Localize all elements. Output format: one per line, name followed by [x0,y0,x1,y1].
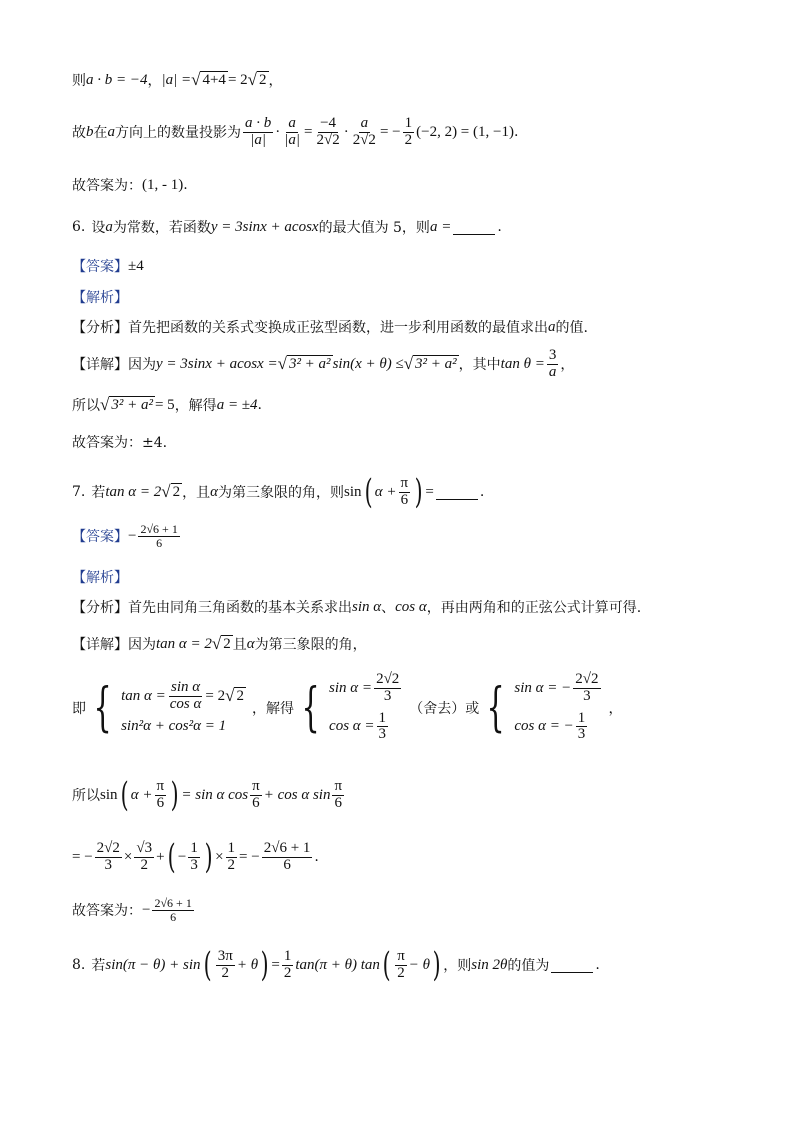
sqrt: √ 2 [161,481,181,501]
answer-blank [551,958,593,973]
fraction [547,348,559,381]
text: 、 [381,600,396,616]
line-dot-product [72,70,283,90]
text: . [314,849,319,865]
q7-answer [72,523,182,549]
math-expr: tan α = 2 [105,483,162,500]
sqrt-body: 2 [223,635,231,652]
fraction [138,523,179,549]
text: ，解得 [174,398,217,414]
fraction [399,476,411,509]
math-expr: sin 2θ [471,956,508,973]
denominator: 3 [190,856,198,873]
fraction: $\frac{-4}{2√2}$ [316,115,340,148]
fraction [188,841,200,874]
denominator: 6 [170,909,177,924]
answer-blank [453,220,495,235]
q7-calc: = − $\frac{2√2}{3}$ × $\frac{√3}{2}$ + ( − $\frac{1}{3}$ ) × $\frac{1}{2}$ = − $\frac{2√6 + 1}{6}$ . [72,837,319,877]
math-expr: + θ [236,956,259,973]
denominator: 2 [397,964,405,981]
math-eq: = − [72,848,93,865]
math-answer: (1, - 1) [142,176,184,193]
denominator: 6 [400,491,409,508]
math-op: × [123,848,133,865]
denominator: 2 [221,964,230,981]
jiexi-tag: 【解析】 [72,570,128,586]
math-expr: cos α = − [514,718,574,735]
sqrt-body: 4+4 [202,71,226,88]
text: ，再由两角和的正弦公式计算可得. [426,600,642,616]
numerator: 2√2 [575,671,599,687]
q6-fenxi [72,317,588,337]
text: ，解得 [251,700,294,717]
denominator: 6 [156,535,163,550]
sqrt: √ 2 [225,685,244,705]
line-projection: 故 b 在 a 方向上的数量投影为 $\frac{a \cdot b}{|a|}$ · $\frac{a}{|a|}$ = $\frac{-4}{2√2}$ · $\frac{a}{2√2}$ = − $\frac{1}{2}$ (−2, 2) = (1, −1) . [72,115,519,148]
text: ，则 [443,958,472,974]
text: ， [608,700,623,717]
denominator: cos α [169,695,202,712]
numerator: 1 [190,839,198,856]
math-var: a = [429,218,452,235]
text: 因为 [128,357,156,374]
math-expr: sin α [352,598,382,615]
fenxi-tag: 【分析】 [72,600,128,616]
text: 首先把函数的关系式变换成正弦型函数，进一步利用函数的最值求出 [128,320,548,336]
math-func: y = 3sinx + acosx [210,218,319,235]
text: ， [147,73,162,89]
q6-final-answer [72,432,167,452]
text: 为常数，若函数 [112,220,211,236]
q6-answer [72,256,144,276]
text: 的最大值为 5，则 [318,220,430,236]
sqrt-body: 2 [259,71,267,88]
q7-system: 即 { tan α = $\frac{\text{sin α}}{\text{cos α}}$ = 2 √ 2 sin²α + cos²α = 1 ，解得 { sin α = $\frac{2√2}{3}$ cos α = $\frac{1}{3}$ （舍去）或 { sin α = − $\frac{2√2}{3}$ cos α = − $\frac{1}{3}$ ， [72,671,623,743]
math-expr: α + [374,483,397,500]
numerator: 3 [548,347,557,363]
sqrt: √ 4+4 [191,69,226,89]
math-eq: = − [379,123,401,140]
denominator: 3 [104,856,113,873]
text: 为第三象限的角， [254,637,367,653]
fraction: $\frac{a \cdot b}{|a|}$ [245,115,272,148]
math-expr: cos α [395,598,427,615]
xiangjie-tag: 【详解】 [72,637,128,653]
text: （舍去）或 [409,700,480,717]
math-eq: = [425,483,434,500]
text: 所以 [72,788,100,804]
q7-fenxi [72,597,641,617]
fraction [377,711,389,744]
math-eq: = 5 [154,396,175,413]
equation-system-2 [329,672,403,743]
numerator: π [156,777,165,794]
sqrt: √ 2 [211,633,231,653]
text: 的值为 [507,958,550,974]
question-8: 8. 若 sin(π − θ) + sin ( $\frac{3\pi}{2}$ + θ ) = $\frac{1}{2}$ tan(π + θ) tan ( $\frac{\pi}{2}$ − θ ) ，则 sin 2θ 的值为 . [72,945,600,985]
answer-blank [436,485,478,500]
sqrt: √ 3² + a² [100,394,153,414]
math-result: (−2, 2) = (1, −1) [416,123,514,140]
fraction [155,779,167,812]
text: 首先由同角三角函数的基本关系求出 [128,600,352,616]
text: 若 [91,485,106,501]
math-expr: α + [130,786,153,803]
vec-a: a [107,123,115,140]
math-abs: |a| = [161,71,192,88]
fraction [262,841,313,874]
numerator: 2√6 + 1 [263,839,311,856]
text: 设 [91,220,106,236]
q7-xiangjie [72,634,367,654]
denominator: 3 [583,687,591,704]
text: 且 [232,637,247,653]
numerator: 2√2 [96,839,120,856]
math-dot-product: a · b = −4 [86,71,148,88]
q6-jiexi [72,287,128,307]
jiexi-tag: 【解析】 [72,290,128,306]
question-6 [72,217,502,237]
math-var: a [105,218,113,235]
math-func: sin [100,786,118,803]
fraction [395,949,407,982]
text: 故 [72,125,86,142]
question-number: 6. [72,219,86,235]
text: 为第三象限的角，则 [218,485,344,501]
answer-tag: 【答案】 [72,529,128,546]
text: ，且 [182,485,211,501]
question-7: 7. 若 tan α = 2 √ 2 ，且 α 为第三象限的角，则 sin ( α + $\frac{\pi}{6}$ ) = . [72,472,485,512]
text: ， [268,73,283,89]
text: 若 [91,958,106,974]
fraction [95,841,122,874]
equation-system-1 [121,680,246,736]
denominator: 6 [283,856,291,873]
sqrt: √ 2 [247,69,267,89]
answer-value: ±4 [128,257,144,274]
math-eq: = 2 [227,71,248,88]
math-expr: sin α = − [514,679,572,696]
math-expr: + cos α sin [263,786,331,803]
sqrt-body: 2 [172,483,181,500]
math-sign: − [177,848,187,865]
numerator: 1 [227,839,236,856]
fraction [576,711,588,744]
numerator: 2√6 + 1 [154,896,192,910]
question-number: 8. [72,957,86,973]
math-expr: sin α = [329,679,373,696]
denominator: 2 [227,856,236,873]
denominator: 3 [378,726,387,743]
fenxi-tag: 【分析】 [72,320,128,336]
text: . [497,219,502,235]
math-var: a [548,318,556,335]
text: 因为 [128,637,156,653]
text: 所以 [72,398,100,414]
q7-jiexi [72,567,128,587]
fraction: $\frac{\pi}{6}$ [334,777,343,811]
numerator: 3π [217,947,233,964]
fraction: $\frac{\pi}{6}$ [252,777,260,811]
math-expr: sin²α + cos²α = 1 [121,718,227,735]
math-sign: − [142,901,151,918]
vec-b: b [86,123,94,140]
fraction [134,841,154,874]
line-answer-5 [72,175,188,195]
denominator: 2 [283,964,292,981]
fraction: $\frac{a}{2√2}$ [352,115,376,148]
text: 故答案为：±4. [72,435,168,451]
question-number: 7. [72,484,86,500]
text: 则 [72,73,86,89]
numerator: 1 [283,947,292,964]
text: 即 [72,700,86,717]
numerator: 1 [378,709,387,726]
q7-final-answer [72,897,196,923]
text: . [595,957,600,973]
numerator: 2√6 + 1 [140,522,178,536]
text: . [513,124,519,141]
fraction [226,841,238,874]
math-eq: = 2 [205,687,226,704]
sqrt-body: 3² + a² [415,356,457,373]
math-expr: y = 3sinx + acosx = [156,355,278,372]
q6-suoyi [72,395,262,415]
numerator: 1 [577,709,586,726]
sqrt-body: 3² + a² [288,356,331,373]
numerator: 2√2 [376,671,400,687]
math-sign: − [128,527,137,544]
math-expr: tan θ = [500,355,545,372]
sqrt: √ 3² + a² [403,354,457,374]
numerator: π [400,474,409,491]
fraction [168,680,204,713]
sqrt-body: 3² + a² [111,396,153,413]
text: ， [560,357,575,374]
math-func: sin [344,483,362,500]
math-op: + [156,848,165,865]
math-result: a = ±4 [216,396,258,413]
text: 故答案为： [72,903,142,920]
math-op: × [215,848,224,865]
answer-tag: 【答案】 [72,259,128,275]
math-expr: tan(π + θ) tan [295,956,380,973]
text: 的值. [555,320,588,336]
math-expr: sin(π − θ) + sin [105,956,201,973]
denominator: 3 [577,726,586,743]
fraction [216,949,235,982]
fraction: $\frac{1}{2}$ [404,115,413,148]
sqrt: √ 3² + a² [277,354,331,374]
math-expr: cos α = [329,718,375,735]
math-eq: = − [239,848,260,865]
text: ，其中 [458,357,501,374]
math-var: α [210,483,218,500]
text: . [257,397,262,413]
math-expr: sin(x + θ) ≤ [332,355,404,372]
numerator: √3 [136,839,153,856]
denominator: 2 [140,856,148,873]
denominator: 3 [383,687,392,704]
text: 在 [93,125,108,142]
math-eq: = [271,956,280,973]
sqrt-body: 2 [236,687,244,704]
denominator: a [548,363,557,380]
text: 方向上的数量投影为 [115,125,241,142]
text: . [479,484,485,500]
numerator: π [397,947,405,964]
math-expr: tan α = [121,687,166,704]
fraction [374,672,401,705]
q6-xiangjie [72,348,574,381]
math-expr: tan α = 2 [156,635,212,652]
fraction: $\frac{a}{|a|}$ [284,115,300,148]
text: . [183,177,188,193]
fraction [573,672,600,705]
equation-system-3 [514,672,602,743]
fraction [282,949,294,982]
q7-suoyi: 所以 sin ( α + $\frac{\pi}{6}$ ) = sin α cos $\frac{\pi}{6}$ + cos α sin $\frac{\pi}{6}$ [72,775,343,815]
math-expr: = sin α cos [181,786,249,803]
text: 故答案为： [72,178,142,194]
fraction [152,897,193,923]
math-var: α [246,635,255,652]
numerator: sin α [171,678,201,695]
denominator: 6 [156,794,165,811]
math-expr: − θ [408,956,431,973]
xiangjie-tag: 【详解】 [72,357,128,374]
